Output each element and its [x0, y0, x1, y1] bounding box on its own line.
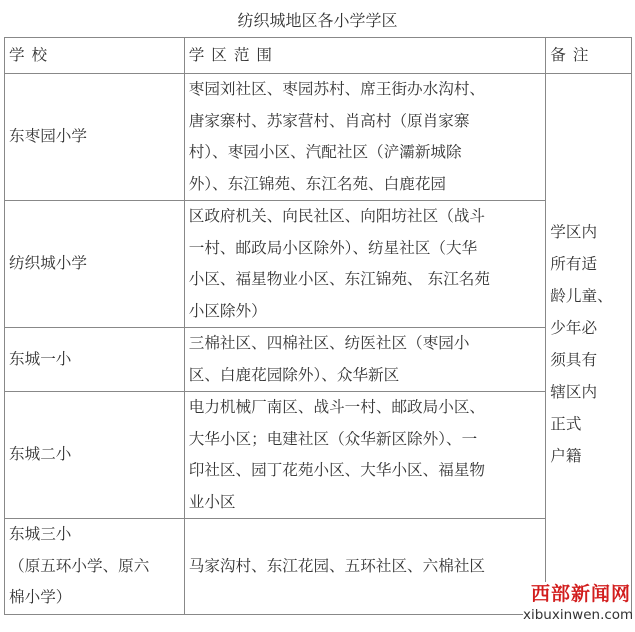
table-row	[5, 328, 632, 392]
school-name-cell	[5, 201, 185, 328]
table-row	[5, 201, 632, 328]
district-range-line: 印社区、园丁花苑小区、大华小区、福星物	[188, 461, 486, 479]
district-range-line: 区政府机关、向民社区、向阳坊社区（战斗	[188, 207, 486, 225]
notes-line: 少年必	[550, 318, 598, 337]
notes-line: 须具有	[550, 350, 598, 369]
page-title: 纺织城地区各小学学区	[237, 11, 398, 30]
district-range-line: 小区、福星物业小区、东江锦苑、 东江名苑	[188, 270, 490, 288]
notes-line: 学区内	[550, 222, 598, 241]
district-range-line: 枣园刘社区、枣园苏村、席王街办水沟村、	[188, 80, 486, 98]
table-row	[5, 392, 632, 519]
district-range-line: 大华小区；电建社区（众华新区除外）、一	[188, 429, 478, 448]
district-range-cell	[184, 392, 546, 519]
notes-line: 所有适	[550, 254, 598, 273]
table-row	[5, 74, 632, 201]
school-name-cell	[5, 328, 185, 392]
district-range-line: 外）、东江锦苑、东江名苑、白鹿花园	[188, 174, 447, 193]
school-name-cell	[5, 74, 185, 201]
watermark-url: xibuxinwen.com	[523, 607, 634, 623]
table-body	[5, 74, 632, 615]
district-range-line: 业小区	[188, 492, 236, 511]
district-range-cell	[184, 328, 546, 392]
school-name-line: 东城三小	[9, 525, 72, 543]
notes-line: 正式	[550, 414, 582, 433]
district-range-line: 村）、枣园小区、汽配社区（浐灞新城除	[188, 143, 462, 161]
school-district-table	[4, 37, 632, 615]
notes-line: 户籍	[550, 446, 582, 465]
school-name-line: 棉小学）	[9, 588, 72, 606]
district-range-line: 电力机械厂南区、战斗一村、邮政局小区、	[188, 398, 486, 416]
school-name-line: 东枣园小学	[9, 127, 87, 146]
notes-line: 龄儿童、	[550, 286, 613, 305]
district-range-line: 马家沟村、东江花园、五环社区、六棉社区	[188, 556, 486, 575]
district-range-line: 三棉社区、四棉社区、纺医社区（枣园小	[188, 334, 470, 352]
district-range-cell	[184, 74, 546, 201]
school-name-line: 东城一小	[9, 349, 72, 368]
district-range-line: 区、白鹿花园除外）、众华新区	[188, 365, 400, 384]
site-watermark	[523, 582, 634, 628]
notes-line: 辖区内	[550, 382, 598, 401]
header-row	[5, 38, 632, 74]
district-range-line: 小区除外）	[188, 301, 267, 320]
header-range: 学 区 范 围	[184, 38, 546, 74]
header-notes: 备 注	[546, 38, 632, 74]
district-range-line: 一村、邮政局小区除外）、纺星社区（大华	[188, 238, 478, 257]
header-school: 学 校	[5, 38, 185, 74]
watermark-logo-text: 西部新闻网	[530, 583, 631, 605]
district-range-line: 唐家寨村、苏家营村、肖高村（原肖家寨	[188, 111, 470, 130]
school-name-line: （原五环小学、原六	[9, 556, 150, 575]
notes-cell	[546, 74, 632, 615]
school-name-line: 纺织城小学	[9, 254, 87, 273]
school-name-line: 东城二小	[9, 445, 72, 464]
district-range-cell	[184, 519, 546, 615]
school-name-cell	[5, 392, 185, 519]
district-range-cell	[184, 201, 546, 328]
school-name-cell	[5, 519, 185, 615]
